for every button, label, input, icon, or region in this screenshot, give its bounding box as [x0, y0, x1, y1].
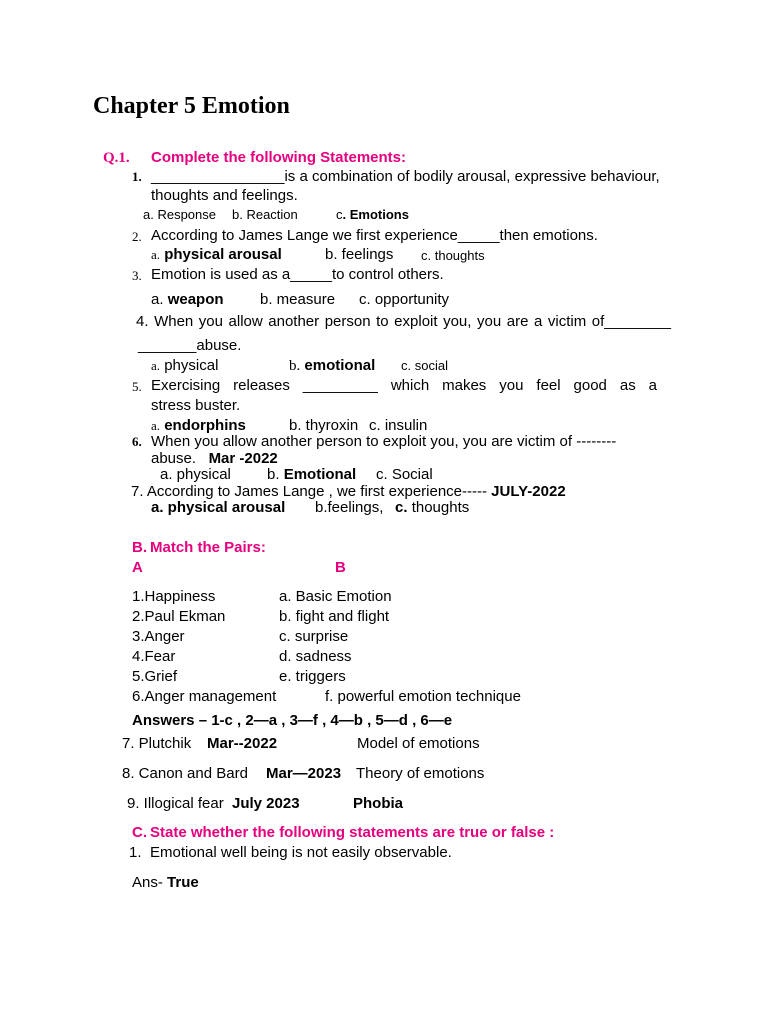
- pair-b: a. Basic Emotion: [279, 588, 392, 605]
- option-answer: a. weapon: [151, 291, 224, 308]
- exam-date: Mar -2022: [208, 450, 278, 467]
- exam-date: Mar—2023: [266, 765, 342, 782]
- item-text: thoughts and feelings.: [151, 187, 298, 204]
- option: c. opportunity: [359, 291, 450, 308]
- option: c. social: [401, 358, 448, 373]
- extra-question: 7. Plutchik: [122, 735, 192, 752]
- option: c. thoughts: [395, 499, 470, 516]
- pair-b: f. powerful emotion technique: [325, 688, 521, 705]
- option-answer: b. emotional: [289, 357, 376, 374]
- pair-a: 2.Paul Ekman: [132, 608, 226, 625]
- item-number: 3.: [132, 268, 142, 283]
- option-answer: c. Emotions: [336, 207, 409, 222]
- exam-date: JULY-2022: [491, 483, 566, 500]
- option-answer: a. endorphins: [151, 417, 246, 434]
- question-label: Q.1.: [103, 150, 130, 166]
- item-text: Emotional well being is not easily observable.: [150, 844, 452, 861]
- option: a. Response: [143, 207, 216, 222]
- pair-a: 6.Anger management: [132, 688, 277, 705]
- pair-b: e. triggers: [279, 668, 346, 685]
- option: b. thyroxin: [289, 417, 359, 434]
- item-number: 5.: [132, 379, 142, 394]
- item-text: When you allow another person to exploit you, you are victim of --------: [151, 433, 617, 450]
- pair-b: b. fight and flight: [279, 608, 390, 625]
- answer-line: Ans- True: [132, 874, 199, 891]
- extra-question: 9. Illogical fear: [127, 795, 224, 812]
- item-number: 1.: [132, 169, 142, 184]
- exam-date: Mar--2022: [207, 735, 278, 752]
- item-text: ________________is a combination of bodily arousal, expressive behaviour,: [151, 168, 660, 185]
- item-text: abuse. Mar -2022: [151, 450, 278, 467]
- option: a. physical: [151, 357, 219, 374]
- section-label: B.: [132, 539, 147, 556]
- pair-a: 3.Anger: [132, 628, 185, 645]
- option: b. measure: [260, 291, 336, 308]
- section-heading: Match the Pairs:: [150, 539, 266, 556]
- option: a. physical: [160, 466, 231, 483]
- section-label: C.: [132, 824, 147, 841]
- option: c. thoughts: [421, 248, 485, 263]
- page-title: Chapter 5 Emotion: [93, 93, 290, 119]
- question-heading: Complete the following Statements:: [151, 149, 407, 166]
- option: c. Social: [376, 466, 433, 483]
- pair-a: 1.Happiness: [132, 588, 216, 605]
- pair-a: 5.Grief: [132, 668, 178, 685]
- item-text: Emotion is used as a_____to control others.: [151, 266, 444, 283]
- extra-answer: Phobia: [353, 795, 404, 812]
- column-a-header: A: [132, 559, 143, 576]
- item-text: 7. According to James Lange , we first experience----- JULY-2022: [131, 483, 566, 500]
- pair-b: d. sadness: [279, 648, 352, 665]
- answers-line: Answers – 1-c , 2—a , 3—f , 4—b , 5—d , 6—e: [132, 712, 453, 729]
- item-text: According to James Lange we first experience_____then emotions.: [151, 227, 598, 244]
- option: b.feelings,: [315, 499, 384, 516]
- option: b. feelings: [325, 246, 394, 263]
- option: b. Reaction: [232, 207, 298, 222]
- option-answer: a. physical arousal: [151, 246, 282, 263]
- section-heading: State whether the following statements are true or false :: [150, 824, 555, 841]
- item-text: 4. When you allow another person to exploit you, you are a victim of________: [136, 313, 671, 330]
- item-number: 2.: [132, 229, 142, 244]
- option-answer: a. physical arousal: [151, 499, 286, 516]
- option-answer: b. Emotional: [267, 466, 357, 483]
- pair-b: c. surprise: [279, 628, 349, 645]
- extra-answer: Theory of emotions: [356, 765, 485, 782]
- extra-answer: Model of emotions: [357, 735, 480, 752]
- item-text: stress buster.: [151, 397, 241, 414]
- option: c. insulin: [369, 417, 428, 434]
- exam-date: July 2023: [232, 795, 300, 812]
- item-number: 6.: [132, 434, 142, 449]
- item-text: _______abuse.: [138, 337, 242, 354]
- item-text: Exercising releases _________ which makes you feel good as a: [151, 377, 657, 394]
- extra-question: 8. Canon and Bard: [122, 765, 248, 782]
- column-b-header: B: [335, 559, 346, 576]
- pair-a: 4.Fear: [132, 648, 176, 665]
- item-number: 1.: [129, 844, 142, 861]
